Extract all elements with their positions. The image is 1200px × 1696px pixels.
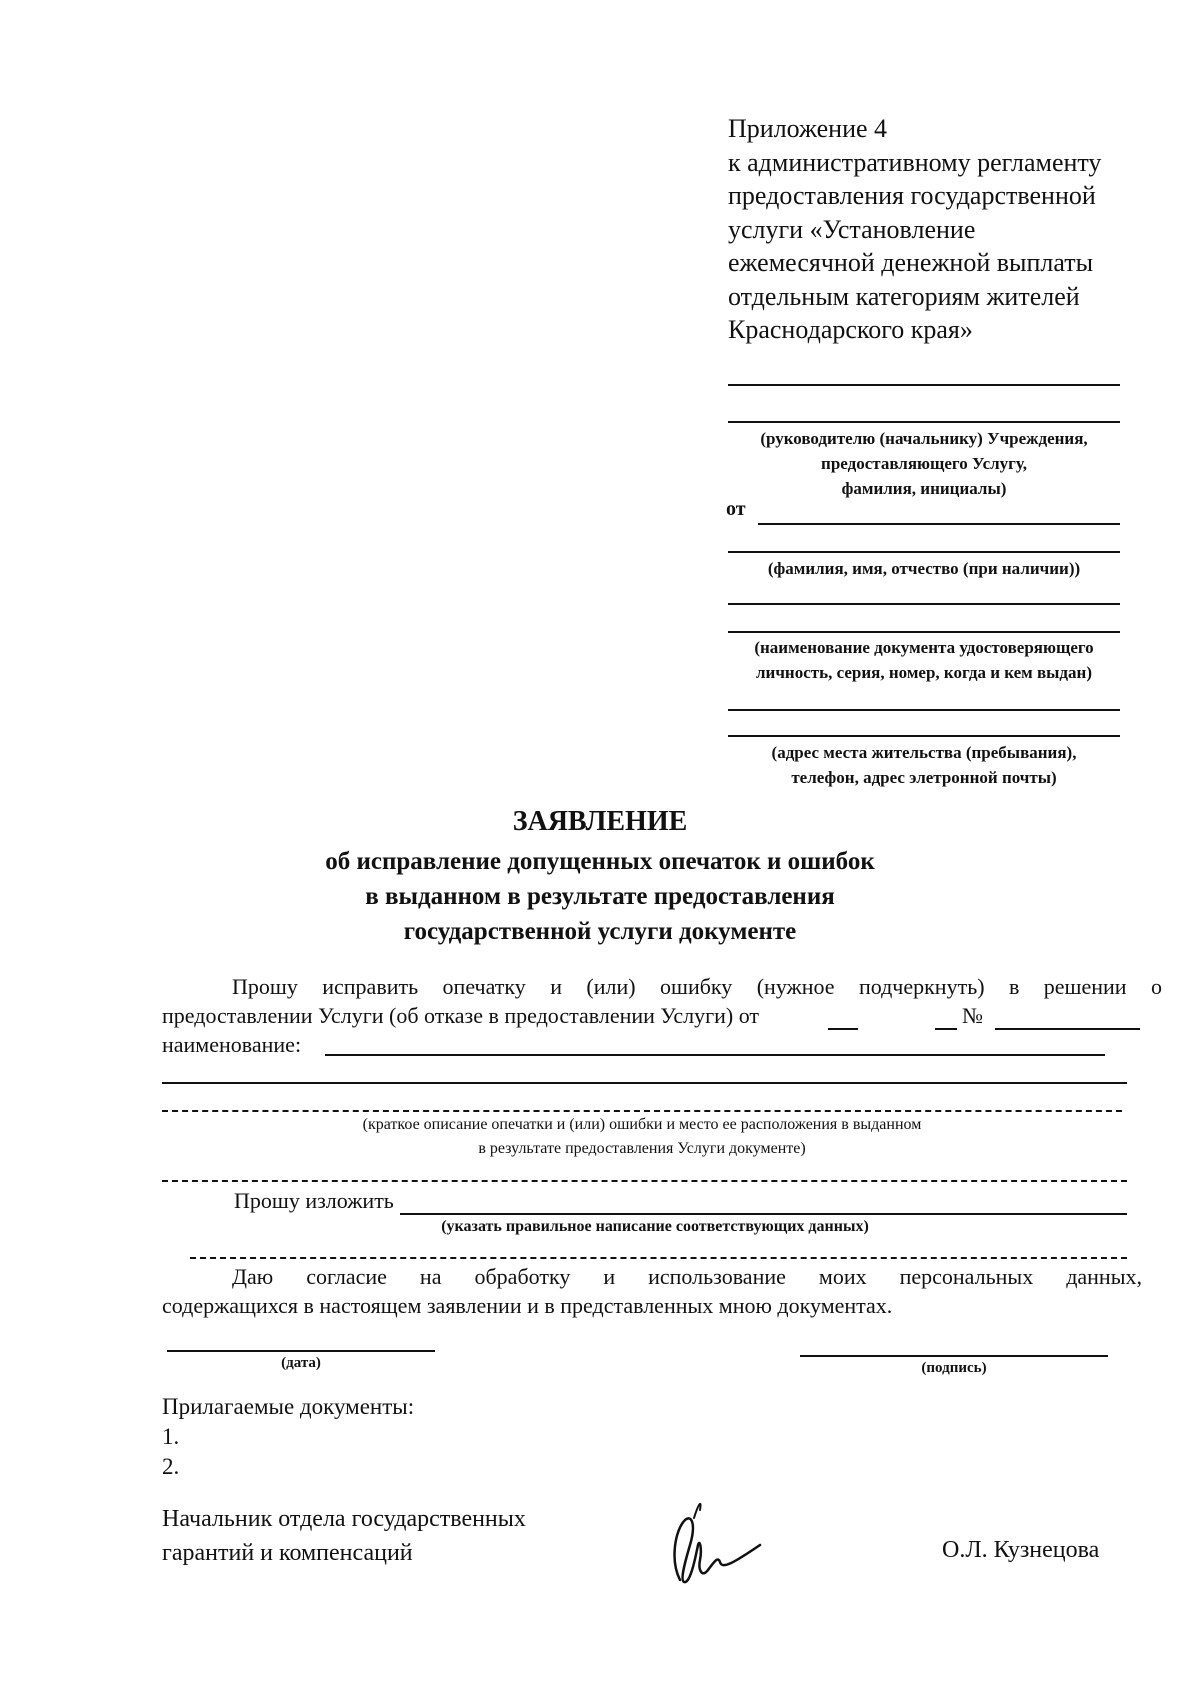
date-field[interactable] [167,1350,435,1352]
error-caption-line: в результате предоставления Услуги документе) [478,1140,806,1157]
recipient-caption-line: предоставляющего Услугу, [821,454,1027,473]
subtitle-line: в выданном в результате предоставления [365,883,835,910]
subtitle-line: об исправление допущенных опечаток и ошибок [325,848,875,875]
restate-label: Прошу изложить [234,1188,394,1213]
recipient-caption-line: (руководителю (начальнику) Учреждения, [760,429,1088,448]
recipient-caption [728,426,1120,501]
attachments-block [162,1392,414,1482]
subtitle-line: государственной услуги документе [403,918,797,945]
consent-line-2: содержащихся в настоящем заявлении и в представленных мною документах. [162,1293,893,1318]
restate-line-2[interactable] [190,1257,1127,1259]
handwritten-signature [640,1490,790,1600]
id-doc-caption-line: (наименование документа удостоверяющего [754,638,1094,657]
restate-caption: (указать правильное написание соответствующих данных) [441,1218,869,1235]
address-caption [728,740,1120,790]
id-doc-line-1[interactable] [728,603,1120,605]
address-caption-line: (адрес места жительства (пребывания), [771,743,1077,762]
error-caption-line: (краткое описание опечатки и (или) ошибки и место ее расположения в выданном [362,1116,922,1133]
fio-caption: (фамилия, имя, отчество (при наличии)) [767,559,1081,578]
error-line-2[interactable] [162,1110,1122,1112]
address-caption-line: телефон, адрес элетронной почты) [791,768,1057,787]
official-position [162,1502,526,1570]
document-subtitle [0,844,1200,949]
consent-line-1: Даю согласие на обработку и использование моих персональных данных, [232,1264,1142,1289]
signature-caption: (подпись) [921,1360,987,1376]
id-doc-caption [728,635,1120,685]
error-caption [162,1113,1122,1161]
attachment-item: 1. [162,1424,180,1449]
official-position-line: гарантий и компенсаций [162,1540,413,1566]
attachment-item: 2. [162,1454,180,1479]
from-label: от [726,498,746,520]
date-caption: (дата) [281,1355,321,1371]
appendix-line: услуги «Установление [728,214,976,244]
appendix-line: Приложение 4 [728,114,888,143]
appendix-line: отдельным категориям жителей [728,281,1080,311]
id-doc-line-2[interactable] [728,631,1120,633]
recipient-line-1[interactable] [728,384,1120,386]
appendix-block [728,112,1101,347]
recipient-line-2[interactable] [728,421,1120,423]
official-name: О.Л. Кузнецова [942,1537,1100,1563]
name-field[interactable] [325,1054,1105,1056]
appendix-line: предоставления государственной [728,181,1096,210]
error-line-3[interactable] [162,1180,1127,1182]
id-doc-caption-line: личность, серия, номер, когда и кем выдан) [756,663,1092,682]
decision-number-field[interactable] [995,1028,1140,1030]
recipient-caption-line: фамилия, инициалы) [841,479,1007,498]
date-year-field[interactable] [935,1028,957,1030]
document-title: ЗАЯВЛЕНИЕ [512,806,688,837]
appendix-line: Краснодарского края» [728,315,973,344]
error-line-1[interactable] [162,1082,1127,1084]
official-position-line: Начальник отдела государственных [162,1506,526,1532]
number-sign: № [962,1003,983,1028]
appendix-line: ежемесячной денежной выплаты [728,248,1094,277]
from-line-2[interactable] [728,551,1120,553]
name-label: наименование: [162,1032,302,1057]
appendix-line: к административному регламенту [728,147,1102,177]
signature-field[interactable] [800,1355,1108,1357]
request-line-2: предоставлении Услуги (об отказе в предоставлении Услуги) от [162,1003,760,1028]
attachments-label: Прилагаемые документы: [162,1394,415,1419]
address-line-2[interactable] [728,735,1120,737]
from-line-1[interactable] [758,523,1120,525]
request-line-1: Прошу исправить опечатку и (или) ошибку (нужное подчеркнуть) в решении о [232,974,1162,999]
date-day-field[interactable] [828,1028,858,1030]
address-line-1[interactable] [728,709,1120,711]
